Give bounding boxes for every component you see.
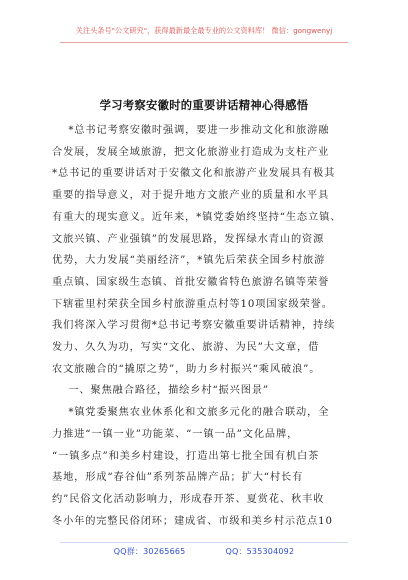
footer-contact — [0, 546, 408, 557]
text-line: “一镇多点”和美乡村建设，打造出第七批全国有机白茶 — [52, 450, 320, 462]
text-line: 有重大的现实意义。近年来，*镇党委始终坚持“生态立镇、 — [52, 211, 342, 223]
text-line: 农文旅融合的“撬原之势”，助力乡村振兴“乘风破浪”。 — [52, 363, 321, 375]
text-line: 下辖霍里村荣获全国乡村旅游重点村等10项国家级荣誉。 — [52, 298, 333, 310]
text-line: *镇党委聚焦农业休系化和文旅多元化的融合联动，全 — [68, 407, 330, 419]
footer-rule — [60, 542, 348, 543]
qq-group-number: QQ群：30265665 — [113, 547, 186, 556]
text-line: 文旅兴镇、产业强镇”的发展思路，发挥绿水青山的资源 — [52, 233, 325, 245]
section-heading-1 — [52, 380, 358, 402]
text-line: 发力、久久为功，写实“文化、旅游、为民”大文章，借 — [52, 342, 320, 354]
text-line: 基地，形成“春谷仙”系列茶品牌产品；扩大“村长有 — [52, 472, 304, 484]
paragraph-2 — [52, 402, 358, 532]
header-rule — [60, 42, 348, 43]
text-line: 冬小年的完整民俗闭环；建成省、市级和美乡村示范点10 — [52, 515, 333, 527]
text-line: *总书记考察安徽时强调，要进一步推动文化和旅游融 — [68, 125, 330, 136]
text-line: 约”民俗文化活动影响力，形成春开茶、夏赏花、秋丰收 — [52, 493, 325, 505]
text-line: 合发展，发展全域旅游，把文化旅游业打造成为支柱产业 — [52, 146, 330, 158]
document-body — [52, 120, 358, 532]
text-line: 重要的指导意义，对于提升地方文旅产业的质量和水平具 — [52, 190, 330, 202]
text-line: 力推进“一镇一业”功能菜、“一镇一品”文化品牌， — [52, 428, 299, 440]
text-line: *总书记的重要讲话对于安徽文化和旅游产业发展具有极其 — [52, 168, 336, 180]
text-line: 优势，大力发展“美丽经济”，*镇先后荣获全国乡村旅游 — [52, 255, 326, 267]
document-title: 学习考察安徽时的重要讲话精神心得感悟 — [99, 98, 309, 112]
text-line: 一、聚焦融合路径，描绘乡村“振兴图景” — [68, 385, 270, 397]
paragraph-1 — [52, 120, 358, 380]
header-banner: 关注头条号"公文研究"，获得最新最全最专业的公文资料库！ 微信：gongwenyj — [75, 26, 333, 35]
text-line: 重点镇、国家级生态镇、首批安徽省特色旅游名镇等荣誉 — [52, 276, 330, 288]
text-line: 我们将深入学习贯彻*总书记考察安徽重要讲话精神，持续 — [52, 320, 336, 332]
qq-number: QQ：535304092 — [225, 547, 295, 556]
